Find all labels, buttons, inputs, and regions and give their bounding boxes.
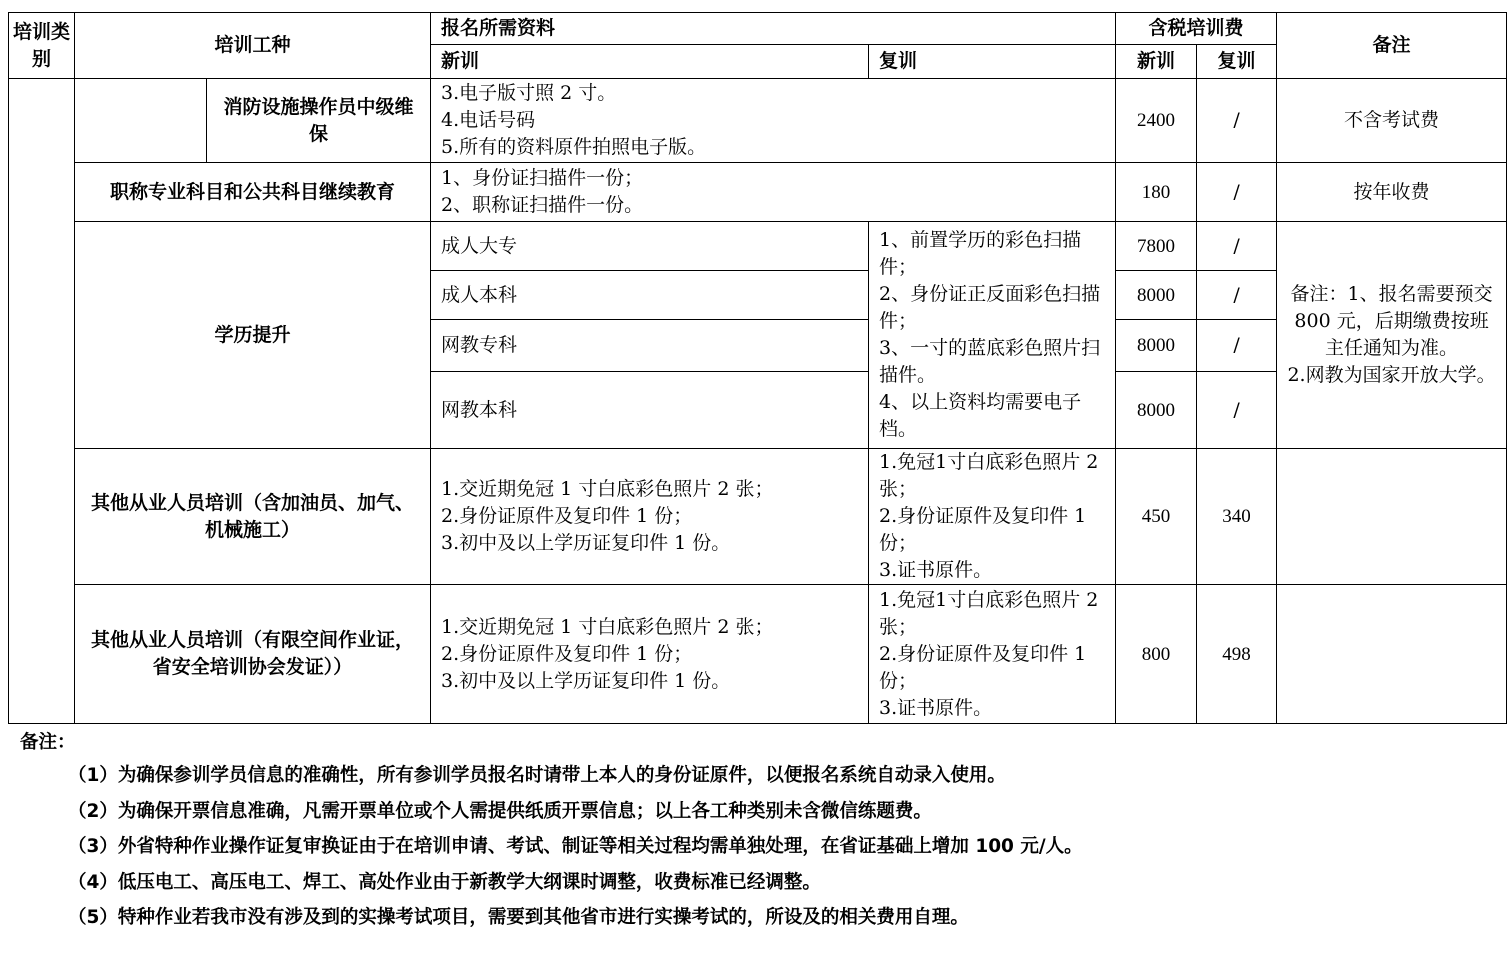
title-material-line: 1、身份证扫描件一份； bbox=[441, 167, 644, 189]
header-remark: 备注 bbox=[1277, 13, 1507, 79]
edu-fee-renew: / bbox=[1197, 372, 1277, 449]
edu-remark-line: 备注：1、报名需要预交 800 元，后期缴费按班主任通知为准。 bbox=[1290, 283, 1493, 359]
other2-name: 其他从业人员培训（有限空间作业证，省安全培训协会发证）） bbox=[75, 585, 431, 724]
other2-material-line: 1.交近期免冠 1 寸白底彩色照片 2 张； bbox=[441, 615, 774, 638]
fire-materials bbox=[431, 79, 1116, 163]
other2-material-line: 2.身份证原件及复印件 1 份； bbox=[441, 642, 693, 665]
notes-section bbox=[20, 728, 1500, 936]
other2-remark bbox=[1277, 585, 1507, 724]
other2-fee-renew: 498 bbox=[1197, 585, 1277, 724]
edu-item-label: 网教本科 bbox=[431, 372, 869, 449]
header-fee-renew: 复训 bbox=[1197, 45, 1277, 79]
other1-material-line: 3.初中及以上学历证复印件 1 份。 bbox=[441, 532, 731, 554]
fire-fee-new: 2400 bbox=[1116, 79, 1197, 163]
edu-fee-renew: / bbox=[1197, 271, 1277, 320]
header-fee: 含税培训费 bbox=[1116, 13, 1277, 45]
header-materials-new: 新训 bbox=[431, 45, 869, 79]
note-item: （5）特种作业若我市没有涉及到的实操考试项目，需要到其他省市进行实操考试的，所设及的相关费用自理。 bbox=[68, 907, 969, 928]
edu-material-line: 2、身份证正反面彩色扫描件； bbox=[879, 283, 1101, 332]
header-type: 培训工种 bbox=[75, 13, 431, 79]
title-materials bbox=[431, 163, 1116, 222]
fire-remark: 不含考试费 bbox=[1277, 79, 1507, 163]
edu-material-line: 1、前置学历的彩色扫描件； bbox=[879, 229, 1082, 278]
note-item: （1）为确保参训学员信息的准确性，所有参训学员报名时请带上本人的身份证原件，以便报名系统自动录入使用。 bbox=[68, 765, 1006, 786]
header-materials-renew: 复训 bbox=[869, 45, 1116, 79]
edu-item-label: 成人本科 bbox=[431, 271, 869, 320]
other2-materials-renew bbox=[869, 585, 1116, 724]
edu-fee-renew: / bbox=[1197, 320, 1277, 372]
fire-material-line: 4.电话号码 bbox=[441, 109, 536, 131]
note-item: （3）外省特种作业操作证复审换证由于在培训申请、考试、制证等相关过程均需单独处理，在省证基础上增加 100 元/人。 bbox=[68, 836, 1083, 857]
other1-renew-line: 3.证书原件。 bbox=[879, 559, 993, 581]
edu-fee-renew: / bbox=[1197, 222, 1277, 271]
edu-fee-new: 8000 bbox=[1116, 271, 1197, 320]
edu-name: 学历提升 bbox=[75, 222, 431, 449]
table-row-other1 bbox=[9, 449, 1507, 585]
edu-fee-new: 8000 bbox=[1116, 320, 1197, 372]
fire-fee-renew: / bbox=[1197, 79, 1277, 163]
other1-fee-renew: 340 bbox=[1197, 449, 1277, 585]
edu-fee-new: 7800 bbox=[1116, 222, 1197, 271]
header-category: 培训类别 bbox=[9, 13, 75, 79]
edu-remark-line: 2.网教为国家开放大学。 bbox=[1287, 364, 1496, 386]
other2-renew-line: 1.免冠1寸白底彩色照片 2 张； bbox=[879, 588, 1099, 638]
header-fee-new: 新训 bbox=[1116, 45, 1197, 79]
edu-material-line: 4、以上资料均需要电子档。 bbox=[879, 391, 1082, 440]
fire-material-line: 5.所有的资料原件拍照电子版。 bbox=[441, 136, 707, 158]
other1-material-line: 1.交近期免冠 1 寸白底彩色照片 2 张； bbox=[441, 478, 774, 500]
other1-material-line: 2.身份证原件及复印件 1 份； bbox=[441, 505, 693, 527]
other2-materials-new bbox=[431, 585, 869, 724]
other1-renew-line: 2.身份证原件及复印件 1 份； bbox=[879, 505, 1087, 554]
title-name: 职称专业科目和公共科目继续教育 bbox=[75, 163, 431, 222]
title-fee-new: 180 bbox=[1116, 163, 1197, 222]
other1-materials-new bbox=[431, 449, 869, 585]
title-fee-renew: / bbox=[1197, 163, 1277, 222]
title-remark: 按年收费 bbox=[1277, 163, 1507, 222]
header-row-1 bbox=[9, 13, 1507, 45]
table-row-edu bbox=[9, 222, 1507, 271]
table-row-fire bbox=[9, 79, 1507, 163]
header-materials: 报名所需资料 bbox=[431, 13, 1116, 45]
training-fee-table bbox=[8, 12, 1507, 724]
other2-renew-line: 2.身份证原件及复印件 1 份； bbox=[879, 642, 1087, 692]
other2-renew-line: 3.证书原件。 bbox=[879, 696, 993, 719]
fire-material-line: 3.电子版寸照 2 寸。 bbox=[441, 82, 617, 104]
other1-remark bbox=[1277, 449, 1507, 585]
edu-material-line: 3、一寸的蓝底彩色照片扫描件。 bbox=[879, 337, 1101, 386]
edu-item-label: 成人大专 bbox=[431, 222, 869, 271]
other2-fee-new: 800 bbox=[1116, 585, 1197, 724]
table-row-title bbox=[9, 163, 1507, 222]
notes-title: 备注： bbox=[20, 732, 76, 753]
fire-empty-cell bbox=[75, 79, 207, 163]
edu-item-label: 网教专科 bbox=[431, 320, 869, 372]
note-item: （4）低压电工、高压电工、焊工、高处作业由于新教学大纲课时调整，收费标准已经调整。 bbox=[68, 871, 821, 893]
category-cell bbox=[9, 79, 75, 724]
table-row-other2 bbox=[9, 585, 1507, 724]
other2-material-line: 3.初中及以上学历证复印件 1 份。 bbox=[441, 669, 731, 692]
other1-name: 其他从业人员培训（含加油员、加气、机械施工） bbox=[75, 449, 431, 585]
other1-materials-renew bbox=[869, 449, 1116, 585]
edu-fee-new: 8000 bbox=[1116, 372, 1197, 449]
edu-materials bbox=[869, 222, 1116, 449]
note-item: （2）为确保开票信息准确，凡需开票单位或个人需提供纸质开票信息；以上各工种类别未含微信练题费。 bbox=[68, 800, 932, 822]
title-material-line: 2、职称证扫描件一份。 bbox=[441, 194, 644, 216]
other1-fee-new: 450 bbox=[1116, 449, 1197, 585]
edu-remark bbox=[1277, 222, 1507, 449]
fire-name: 消防设施操作员中级维保 bbox=[207, 79, 431, 163]
other1-renew-line: 1.免冠1寸白底彩色照片 2 张； bbox=[879, 451, 1099, 500]
